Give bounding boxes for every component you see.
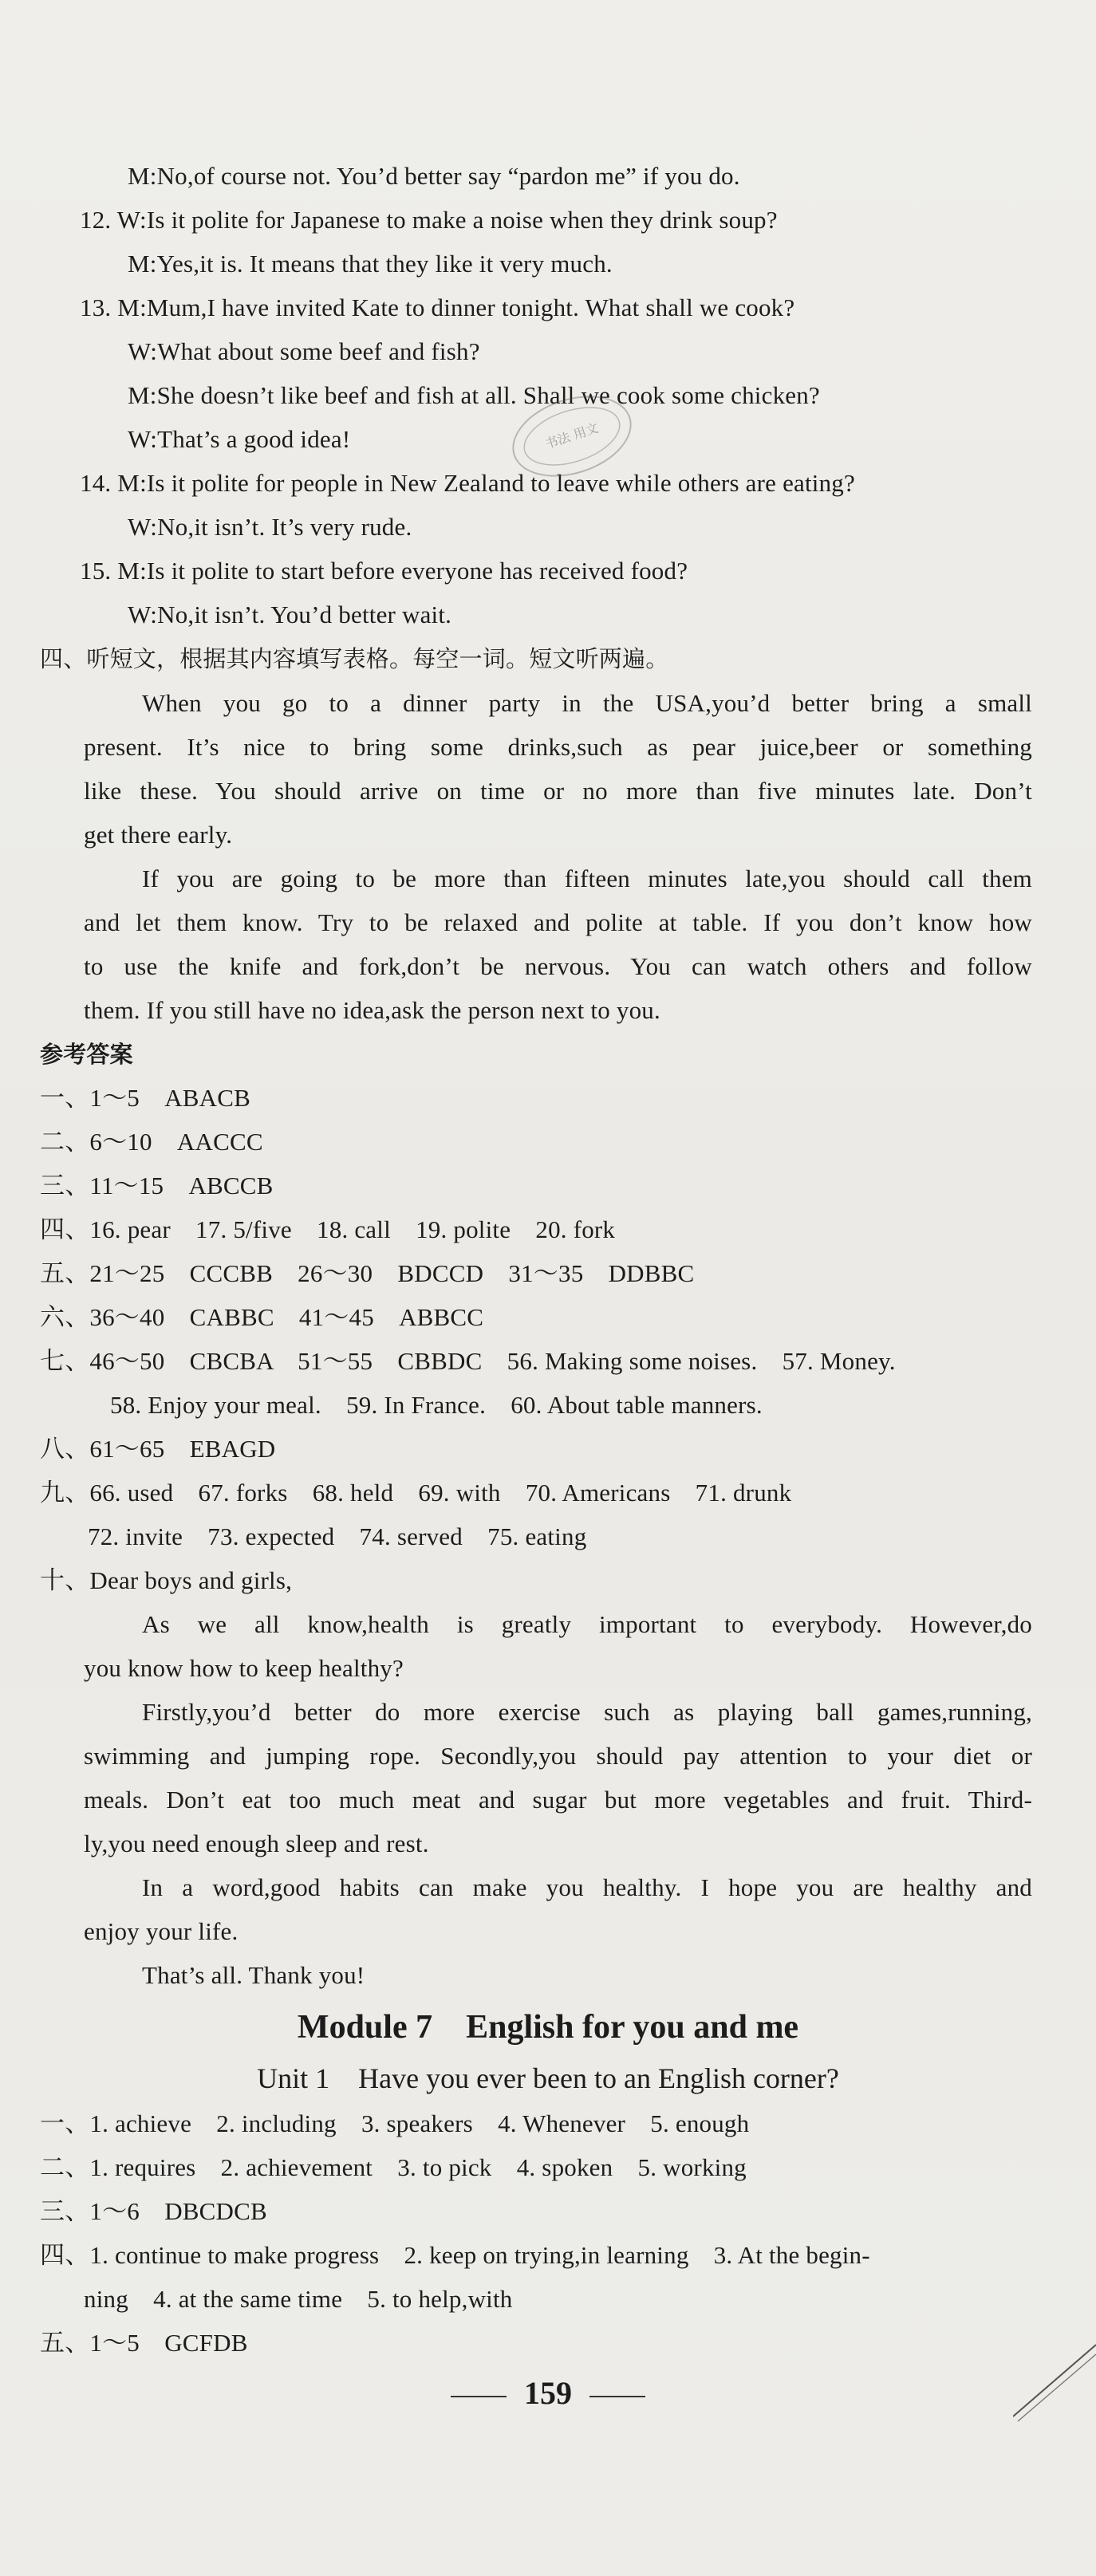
passage-line: If you are going to be more than fifteen minutes late,you should call them <box>142 865 1032 892</box>
dialogue-line: 12. W:Is it polite for Japanese to make a noise when they drink soup? <box>80 206 778 234</box>
unit-answer-line: 二、1. requires 2. achievement 3. to pick 4. spoken 5. working <box>40 2153 747 2181</box>
essay-line: swimming and jumping rope. Secondly,you should pay attention to your diet or <box>84 1742 1032 1770</box>
unit-answer-line: 五、1～5 GCFDB <box>40 2329 248 2357</box>
passage-line: get there early. <box>84 821 233 849</box>
essay-line: Firstly,you’d better do more exercise such as playing ball games,running, <box>142 1698 1032 1726</box>
unit-answer-line: ning 4. at the same time 5. to help,with <box>84 2285 513 2313</box>
essay-line: As we all know,health is greatly important to everybody. However,do <box>142 1610 1032 1638</box>
unit-title: Unit 1 Have you ever been to an English corner? <box>257 2062 839 2094</box>
page-number <box>0 2373 1096 2413</box>
module-title: Module 7 English for you and me <box>297 2009 799 2046</box>
unit-answer-line: 四、1. continue to make progress 2. keep on trying,in learning 3. At the begin- <box>40 2241 870 2269</box>
dialogue-line: W:What about some beef and fish? <box>128 337 480 365</box>
unit-answer-line: 三、1～6 DBCDCB <box>40 2197 267 2225</box>
dialogue-line: M:No,of course not. You’d better say “pardon me” if you do. <box>128 162 740 190</box>
page-number-dash-right <box>589 2396 645 2397</box>
passage-line: to use the knife and fork,don’t be nervous. You can watch others and follow <box>84 952 1032 980</box>
answer-line: 72. invite 73. expected 74. served 75. eating <box>88 1522 587 1550</box>
answer-line: 八、61～65 EBAGD <box>40 1435 276 1463</box>
page-number-dash-left <box>451 2396 507 2397</box>
passage-line: them. If you still have no idea,ask the person next to you. <box>84 996 660 1024</box>
essay-line: That’s all. Thank you! <box>142 1961 365 1989</box>
dialogue-line: W:That’s a good idea! <box>128 425 351 453</box>
essay-line: you know how to keep healthy? <box>84 1654 404 1682</box>
dialogue-line: 13. M:Mum,I have invited Kate to dinner tonight. What shall we cook? <box>80 293 795 321</box>
essay-line: In a word,good habits can make you healthy. I hope you are healthy and <box>142 1873 1032 1901</box>
dialogue-line: 14. M:Is it polite for people in New Zealand to leave while others are eating? <box>80 469 855 497</box>
unit-answer-line: 一、1. achieve 2. including 3. speakers 4. Whenever 5. enough <box>40 2109 750 2137</box>
passage-line: and let them know. Try to be relaxed and polite at table. If you don’t know how <box>84 908 1032 936</box>
passage-line: like these. You should arrive on time or no more than five minutes late. Don’t <box>84 777 1032 805</box>
answer-line: 十、Dear boys and girls, <box>40 1566 293 1594</box>
essay-line: ly,you need enough sleep and rest. <box>84 1830 429 1857</box>
svg-text:书法 用文: 书法 用文 <box>543 419 601 452</box>
answer-line: 七、46～50 CBCBA 51～55 CBBDC 56. Making some noises. 57. Money. <box>40 1347 896 1375</box>
answer-line: 五、21～25 CCCBB 26～30 BDCCD 31～35 DDBBC <box>40 1259 695 1287</box>
dialogue-line: W:No,it isn’t. You’d better wait. <box>128 601 452 628</box>
answer-line: 一、1～5 ABACB <box>40 1084 251 1112</box>
essay-line: meals. Don’t eat too much meat and sugar but more vegetables and fruit. Third- <box>84 1786 1032 1814</box>
page-number-value: 159 <box>524 2375 572 2411</box>
answer-line: 二、6～10 AACCC <box>40 1128 263 1156</box>
answers-heading: 参考答案 <box>40 1041 133 1068</box>
answer-line: 九、66. used 67. forks 68. held 69. with 70. Americans 71. drunk <box>40 1479 792 1507</box>
answer-line: 四、16. pear 17. 5/five 18. call 19. polite 20. fork <box>40 1215 616 1243</box>
passage-line: present. It’s nice to bring some drinks,such as pear juice,beer or something <box>84 733 1032 761</box>
answer-line: 三、11～15 ABCCB <box>40 1172 274 1199</box>
scan-mark-decoration <box>1013 2297 1096 2424</box>
answer-line: 58. Enjoy your meal. 59. In France. 60. About table manners. <box>110 1391 763 1419</box>
passage-line: When you go to a dinner party in the USA,you’d better bring a small <box>142 689 1032 717</box>
essay-line: enjoy your life. <box>84 1917 239 1945</box>
dialogue-line: 15. M:Is it polite to start before everyone has received food? <box>80 557 688 585</box>
answer-line: 六、36～40 CABBC 41～45 ABBCC <box>40 1303 484 1331</box>
dialogue-line: M:Yes,it is. It means that they like it very much. <box>128 250 613 278</box>
dialogue-line: M:She doesn’t like beef and fish at all. Shall we cook some chicken? <box>128 381 820 409</box>
dialogue-line: W:No,it isn’t. It’s very rude. <box>128 513 412 541</box>
section-heading: 四、听短文，根据其内容填写表格。每空一词。短文听两遍。 <box>40 645 669 672</box>
